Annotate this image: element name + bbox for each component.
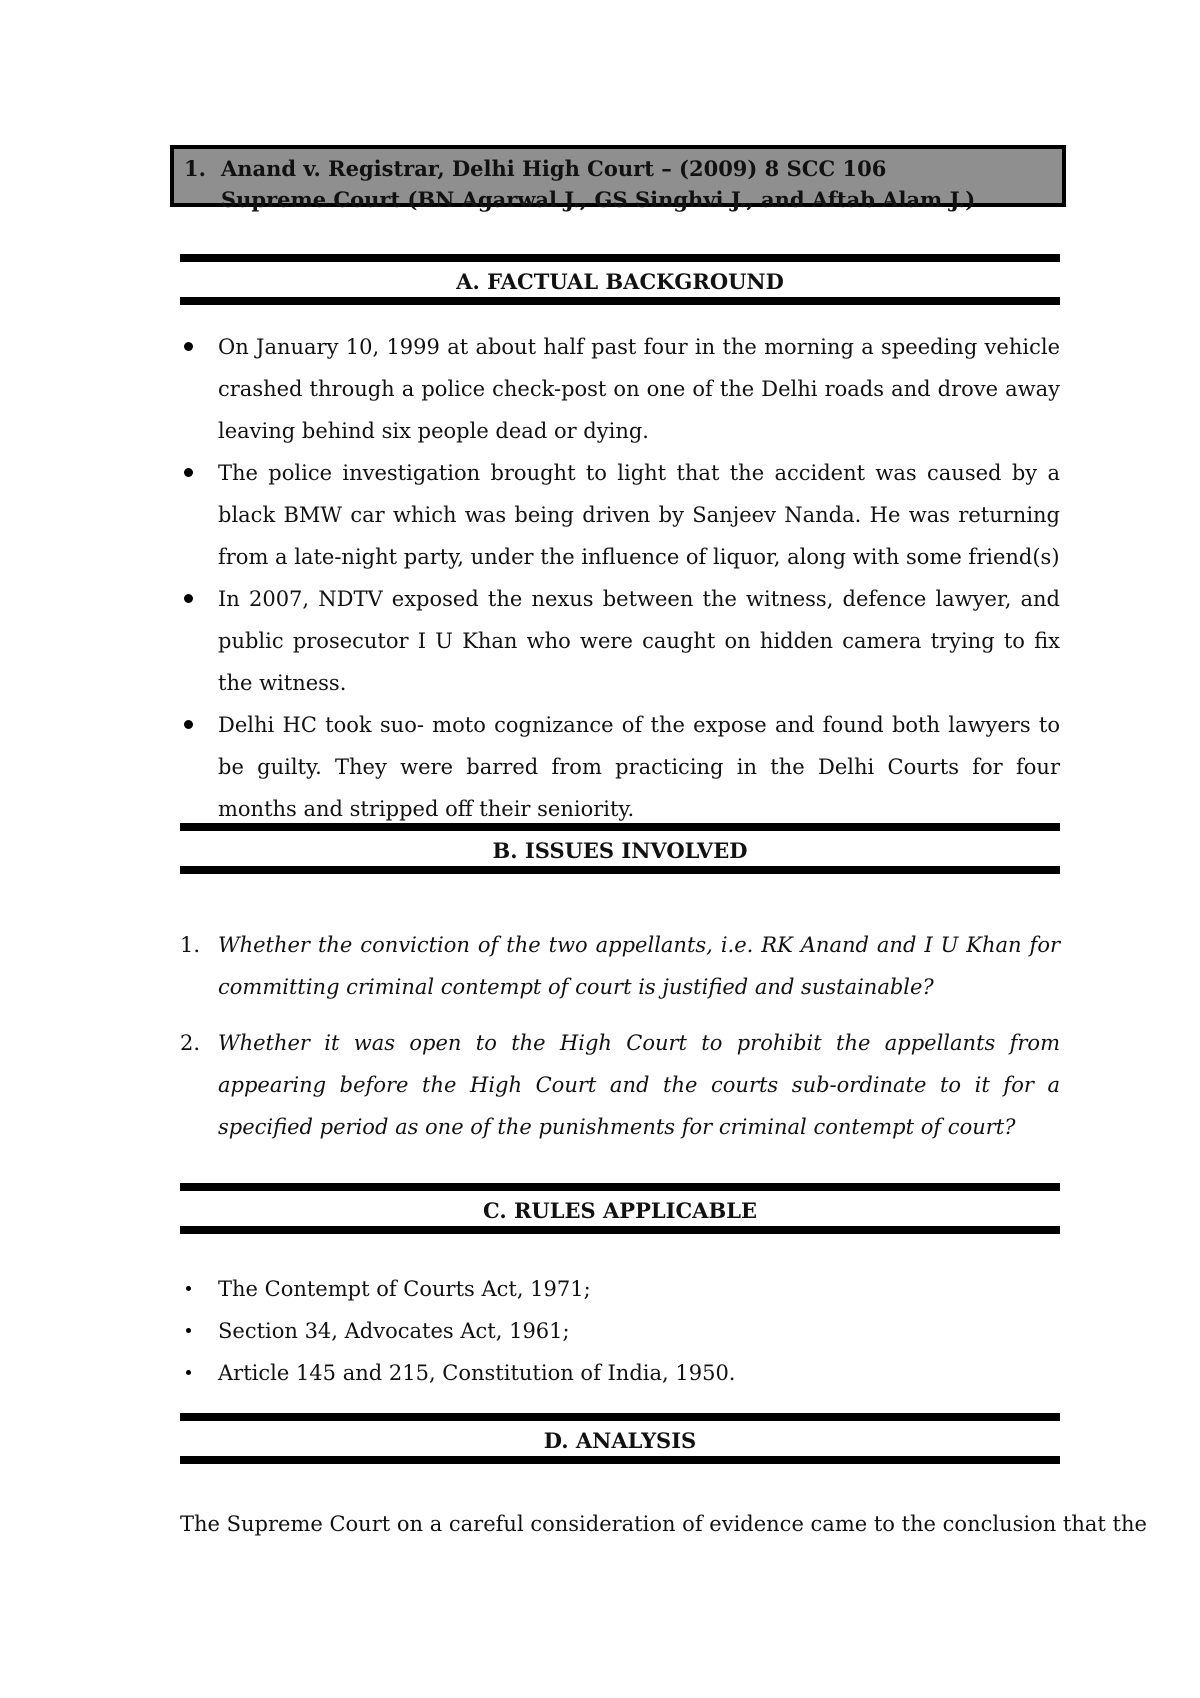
list-item: On January 10, 1999 at about half past four in the morning a speeding vehicle crashed through a police check-post on one of the Delhi roads and drove away leaving behind six people dead or dying. [180,326,1060,452]
bullet-icon [184,468,193,477]
section-heading-factual-background: A. FACTUAL BACKGROUND [180,254,1060,305]
issues-list [180,924,1060,1162]
section-heading-analysis: D. ANALYSIS [180,1413,1060,1464]
factual-background-list [180,326,1060,830]
case-court: Supreme Court (BN Agarwal J., GS Singhvi J., and Aftab Alam J.) [221,187,976,212]
bullet-icon [184,594,193,603]
list-item: In 2007, NDTV exposed the nexus between the witness, defence lawyer, and public prosecutor I U Khan who were caught on hidden camera trying to fix the witness. [180,578,1060,704]
rules-list [180,1268,1060,1394]
list-item: The Contempt of Courts Act, 1971; [180,1268,1060,1310]
bullet-icon [184,720,193,729]
list-item: The police investigation brought to light that the accident was caused by a black BMW car which was being driven by Sanjeev Nanda. He was returning from a late-night party, under the influence of liquor, along with some friend(s) [180,452,1060,578]
bullet-icon [184,342,193,351]
list-item: 1. Whether the conviction of the two appellants, i.e. RK Anand and I U Khan for committing criminal contempt of court is justified and sustainable? [180,933,1060,999]
list-item: Article 145 and 215, Constitution of India, 1950. [180,1352,1060,1394]
section-heading-issues: B. ISSUES INVOLVED [180,823,1060,874]
case-title: Anand v. Registrar, Delhi High Court – (2009) 8 SCC 106 [221,156,887,181]
bullet-icon [186,1370,191,1375]
analysis-paragraph: The Supreme Court on a careful consideration of evidence came to the conclusion that the [180,1512,1147,1536]
list-item: 2. Whether it was open to the High Court to prohibit the appellants from appearing before the High Court and the courts sub-ordinate to it for a specified period as one of the punishments for criminal contempt of court? [180,1031,1060,1139]
section-heading-rules: C. RULES APPLICABLE [180,1183,1060,1234]
bullet-icon [186,1328,191,1333]
case-citation-box [170,145,1066,212]
bullet-icon [186,1286,191,1291]
list-item: Section 34, Advocates Act, 1961; [180,1310,1060,1352]
case-number: 1. [184,156,206,181]
list-item: Delhi HC took suo- moto cognizance of the expose and found both lawyers to be guilty. They were barred from practicing in the Delhi Courts for four months and stripped off their seniority. [180,704,1060,830]
